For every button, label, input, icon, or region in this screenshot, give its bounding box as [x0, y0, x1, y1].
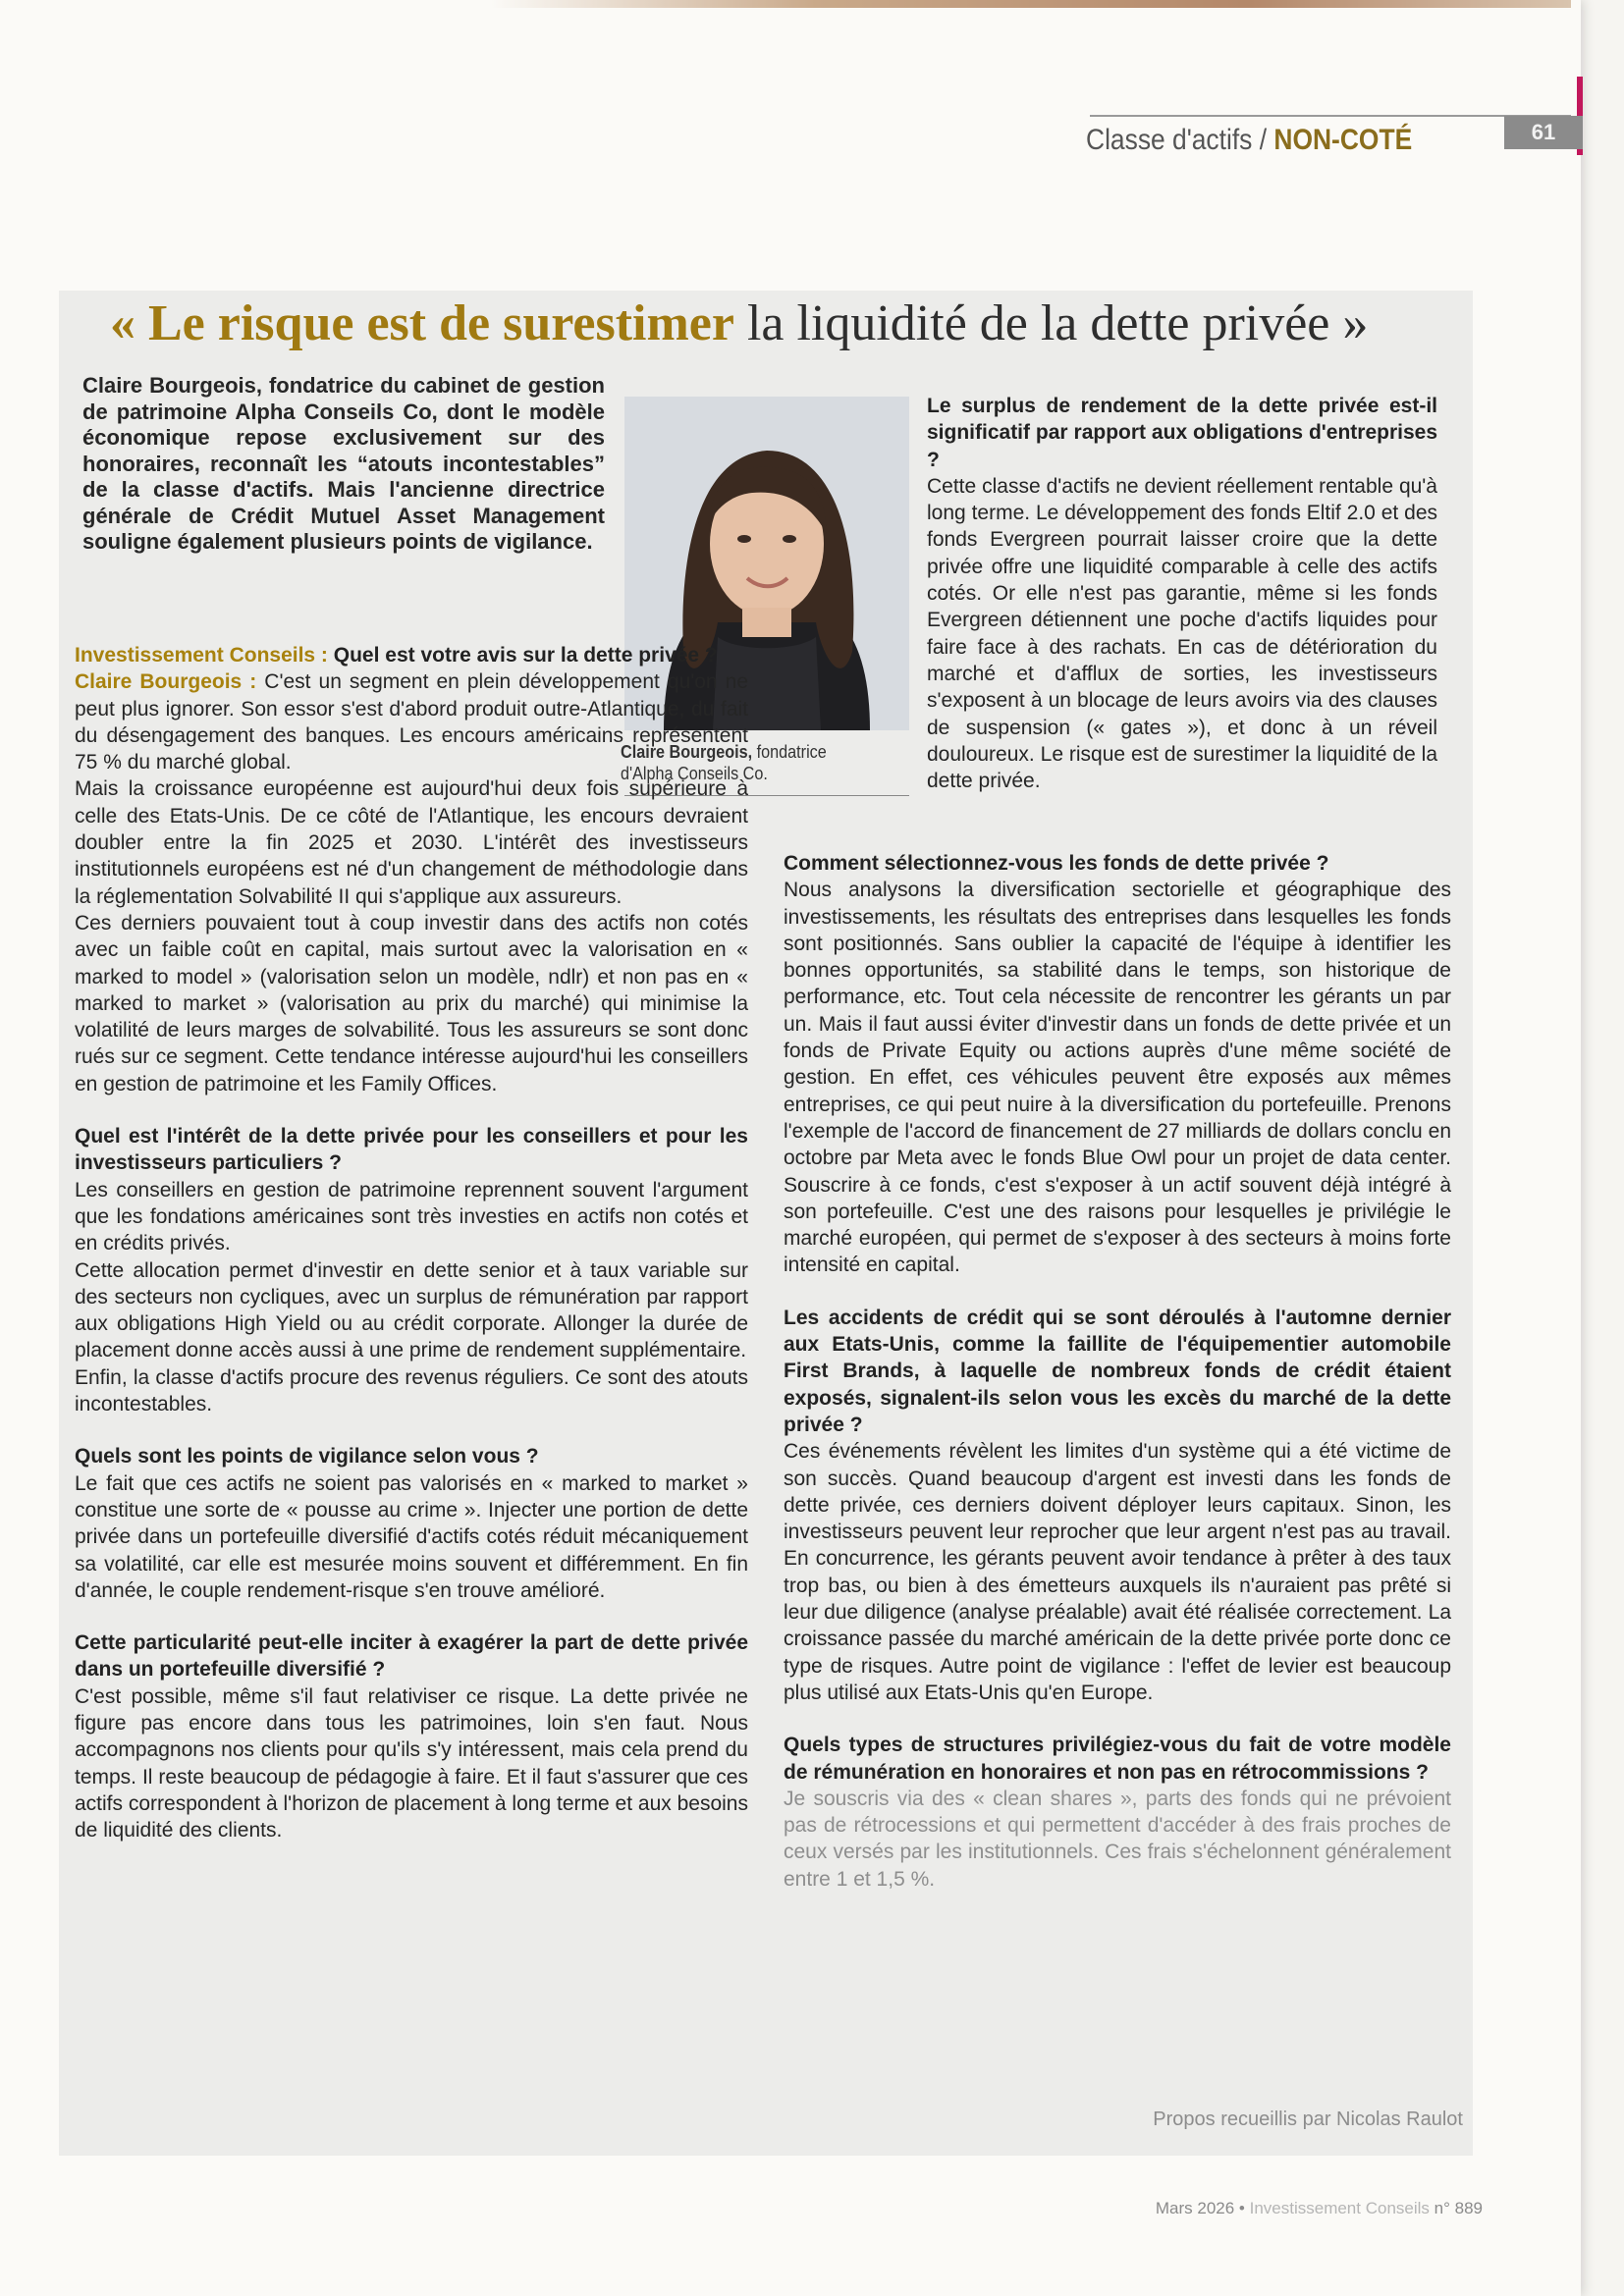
footer-issue: n° 889 [1429, 2199, 1483, 2217]
title-rest: la liquidité de la dette privée » [733, 295, 1369, 351]
title-accent: « Le risque est de surestimer [110, 295, 734, 351]
caption-role: fondatrice d'Alpha Conseils Co. [621, 742, 827, 783]
q1-label: Investissement Conseils : [75, 644, 328, 667]
question-4: Cette particularité peut-elle inciter à exagérer la part de dette privée dans un portefeuille diversifié ? [75, 1631, 748, 1682]
right-top-column [927, 393, 1437, 794]
question-5: Le surplus de rendement de la dette privée est-il significatif par rapport aux obligations d'entreprises ? [927, 395, 1437, 471]
question-8: Quels types de structures privilégiez-vous du fait de votre modèle de rémunération en honoraires et non pas en rétrocommissions ? [784, 1734, 1451, 1784]
a1-p1-text: C'est un segment en plein développement qu'on ne peut plus ignorer. Son essor s'est d'abord produit outre-Atlantique, du fait du désengagement des banques. Les encours américains représentent 75 % du marché global. [75, 670, 749, 774]
section-name: NON-COTÉ [1273, 124, 1413, 156]
answer-5-p1: Cette classe d'actifs ne devient réellement rentable qu'à long terme. Le développement des fonds Eltif 2.0 et des fonds Evergreen pourrait laisser croire que la dette privée offre une liquidité comparable à celle des actifs cotés. Or elle n'est pas garantie, même si les fonds Evergreen détiennent une poche d'actifs liquides pour faire face à des rachats. En cas de détérioration du marché et d'afflux de sorties, les investisseurs s'exposent à un blocage de leurs avoirs via des clauses de suspension (« gates »), et donc à un réveil douloureux. Le risque est de surestimer la liquidité de la dette privée. [927, 474, 1437, 793]
answer-7-p1: Ces événements révèlent les limites d'un système qui a été victime de son succès. Quand beaucoup d'argent est investi dans les fonds de dette privée, ces derniers doivent déployer leurs capitaux. Sinon, les investisseurs peuvent leur reprocher que leur argent n'est pas au travail. En concurrence, les gérants peuvent avoir tendance à prêter à des taux trop bas, ou bien à des émetteurs auxquels ils n'auraient pas prêté si leur due diligence (analyse préalable) avait été réalisée correctement. La croissance passée du marché américain de la dette privée porte donc ce type de risques. Autre point de vigilance : l'effet de levier est beaucoup plus utilisé aux Etats-Unis qu'en Europe. [784, 1440, 1451, 1704]
answer-1-p2: Mais la croissance européenne est aujourd'hui deux fois supérieure à celle des Etats-Unis. De ce côté de l'Atlantique, les encours devraient doubler entre la fin 2025 et 2030. L'intérêt des investisseurs institutionnels européens est né d'un changement de méthodologie dans la réglementation Solvabilité II qui s'applique aux assureurs. [75, 777, 748, 908]
page-footer [1090, 2199, 1483, 2218]
right-column [784, 850, 1451, 1893]
question-6: Comment sélectionnez-vous les fonds de dette privée ? [784, 852, 1329, 875]
question-1 [75, 642, 748, 668]
caption-name: Claire Bourgeois, [621, 742, 753, 762]
left-column [75, 642, 748, 1843]
footer-date: Mars 2026 • [1155, 2199, 1250, 2217]
answer-4-p1: C'est possible, même s'il faut relativiser ce risque. La dette privée ne figure pas encore dans tous les patrimoines, loin s'en faut. Nous accompagnons nos clients pour qu'ils s'y intéressent, mais cela prend du temps. Il reste beaucoup de pédagogie à faire. Et il faut s'assurer que ces actifs correspondent à l'horizon de placement à long terme et aux besoins de liquidité des clients. [75, 1684, 748, 1842]
page-number: 61 [1504, 116, 1583, 149]
question-3: Quels sont les points de vigilance selon vous ? [75, 1445, 539, 1468]
article-title [110, 293, 1485, 355]
question-7: Les accidents de crédit qui se sont déroulés à l'automne dernier aux Etats-Unis, comme la faillite de l'équipementier automobile First Brands, à laquelle de nombreux fonds de crédit étaient exposés, signalent-ils selon vous les excès du marché de la dette privée ? [784, 1306, 1451, 1436]
answer-1-p1 [75, 668, 748, 775]
answer-2-p1: Les conseillers en gestion de patrimoine reprennent souvent l'argument que les fondations américaines sont très investies en actifs non cotés et en crédits privés. [75, 1178, 748, 1255]
section-header [1086, 124, 1412, 167]
section-prefix: Classe d'actifs / [1086, 124, 1274, 156]
a1-label: Claire Bourgeois : [75, 670, 257, 694]
author-credit: Propos recueillis par Nicolas Raulot [1153, 2109, 1463, 2130]
answer-3-p1: Le fait que ces actifs ne soient pas valorisés en « marked to market » constitue une sorte de « pousse au crime ». Injecter une portion de dette privée dans un portefeuille diversifié d'actifs cotés réduit mécaniquement sa volatilité, car elle est mesurée moins souvent et différemment. En fin d'année, le couple rendement-risque s'en trouve amélioré. [75, 1471, 748, 1602]
footer-publication: Investissement Conseils [1249, 2199, 1430, 2217]
q1-text: Quel est votre avis sur la dette privée ? [327, 644, 718, 667]
answer-1-p3: Ces derniers pouvaient tout à coup investir dans des actifs non cotés avec un faible coût en capital, mais surtout avec la valorisation en « marked to model » (valorisation selon un modèle, ndlr) et non pas en « marked to market » (valorisation au prix du marché) qui minimise la volatilité de leurs marges de solvabilité. Tous les assureurs se sont donc rués sur ce segment. Cette tendance intéresse aujourd'hui les conseillers en gestion de patrimoine et les Family Offices. [75, 911, 748, 1095]
answer-2-p2: Cette allocation permet d'investir en dette senior et à taux variable sur des secteurs non cycliques, avec un surplus de rémunération par rapport aux obligations High Yield ou au crédit corporate. Allonger la durée de placement donne accès aussi à une prime de rendement supplémentaire. [75, 1258, 748, 1362]
header-rule [1090, 115, 1571, 117]
answer-6-p1: Nous analysons la diversification sectorielle et géographique des investissements, les résultats des entreprises dans lesquelles les fonds sont positionnés. Sans oublier la capacité de l'équipe à identifier les bonnes opportunités, sa stabilité dans le temps, son historique de performance, etc. Tout cela nécessite de rencontrer les gérants un par un. Mais il faut aussi éviter d'investir dans un fonds de dette privée et un fonds de Private Equity ou actions auprès d'une même société de gestion. En effet, ces véhicules peuvent être exposés aux mêmes entreprises, ce qui peut nuire à la diversification du portefeuille. Prenons l'exemple de l'accord de financement de 27 milliards de dollars conclu en octobre par Meta avec le fonds Blue Owl pour un projet de data center. Souscrire à ce fonds, c'est s'exposer à un actif souvent déjà intégré à son portefeuille. C'est une des raisons pour lesquelles je privilégie le marché européen, qui permet de s'exposer à des secteurs à moins forte intensité en capital. [784, 879, 1451, 1277]
question-2: Quel est l'intérêt de la dette privée pour les conseillers et pour les investisseurs particuliers ? [75, 1125, 748, 1175]
answer-2-p3: Enfin, la classe d'actifs procure des revenus réguliers. Ce sont des atouts incontestables. [75, 1365, 748, 1416]
top-edge-strip [491, 0, 1571, 8]
article-intro: Claire Bourgeois, fondatrice du cabinet de gestion de patrimoine Alpha Conseils Co, dont le modèle économique repose exclusivement sur des honoraires, reconnaît les “atouts incontestables” de la classe d'actifs. Mais l'ancienne directrice générale de Crédit Mutuel Asset Management souligne également plusieurs points de vigilance. [82, 373, 605, 554]
answer-8-p1: Je souscris via des « clean shares », parts des fonds qui ne prévoient pas de rétrocessions et qui permettent d'accéder à des frais proches de ceux versés par les institutionnels. Ces frais s'échelonnent généralement entre 1 et 1,5 %. [784, 1787, 1451, 1891]
